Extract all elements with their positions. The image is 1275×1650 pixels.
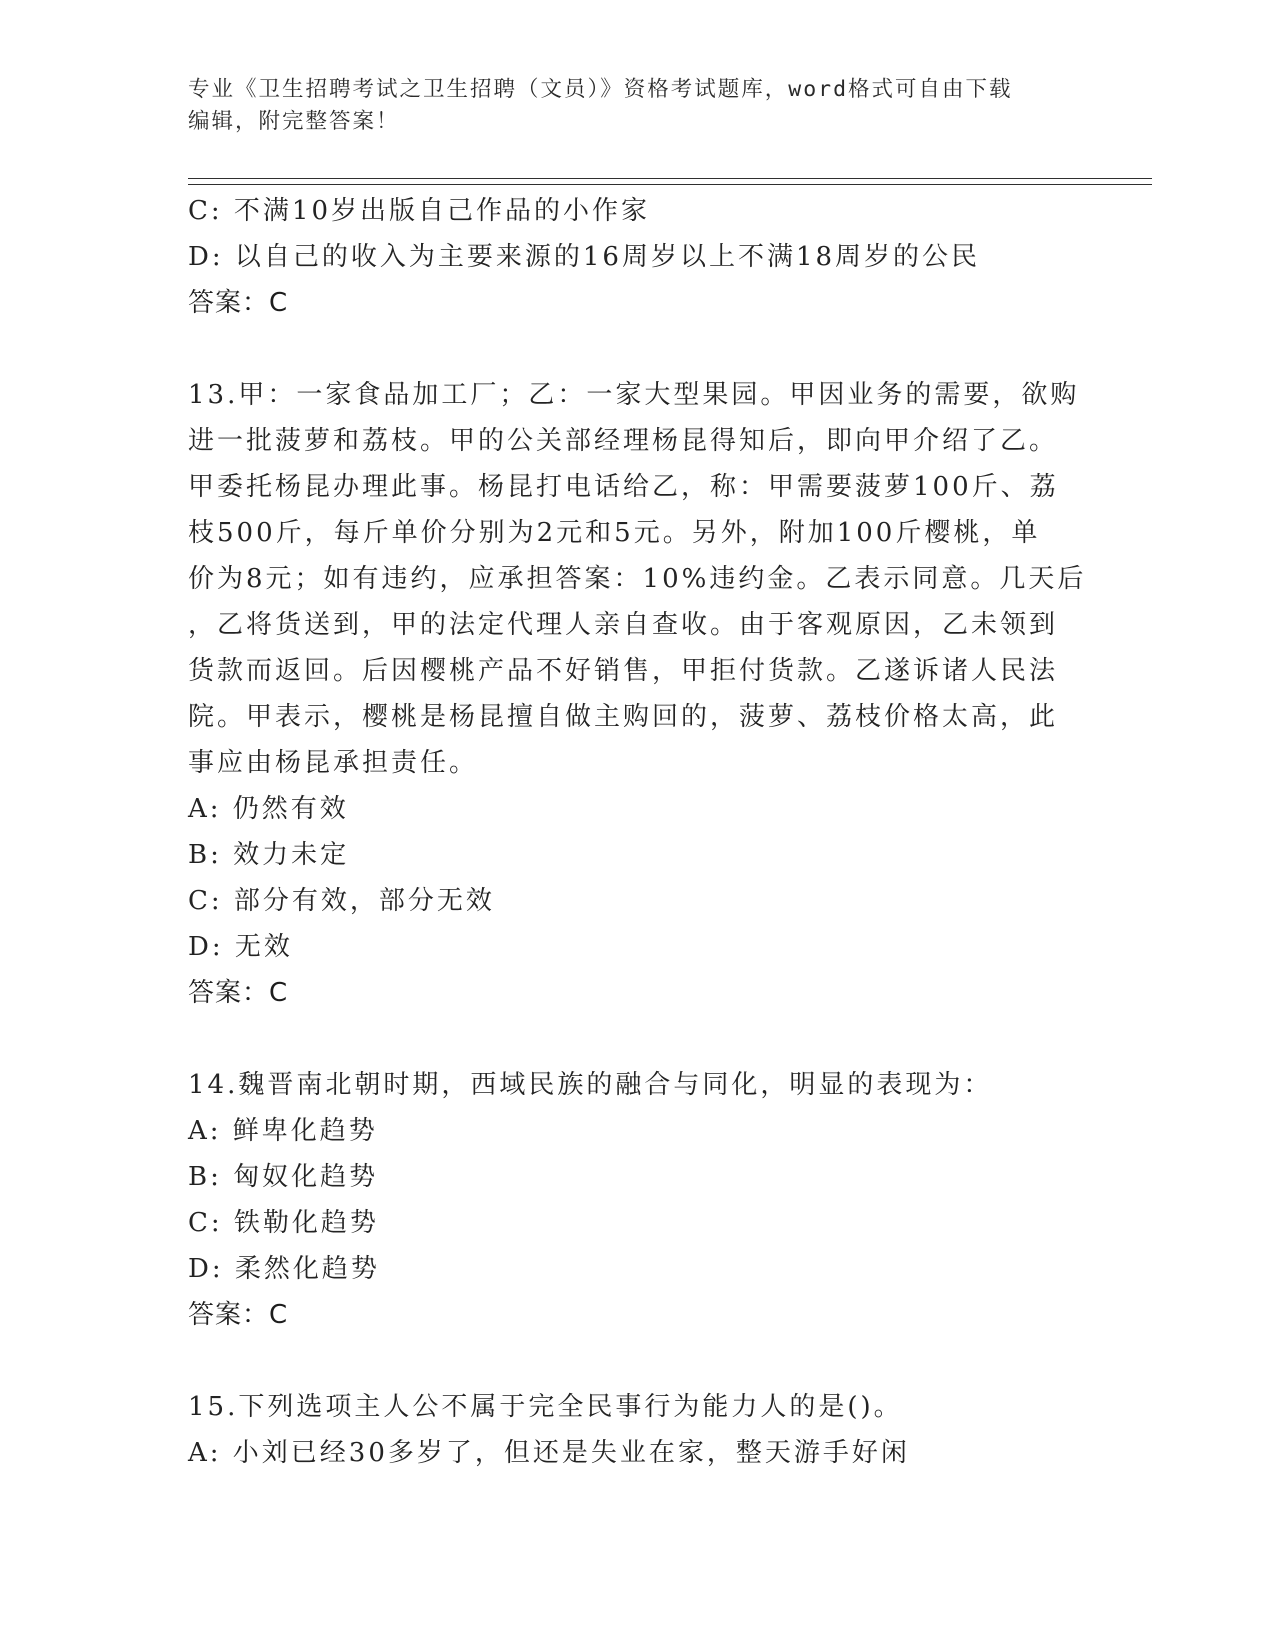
header-divider-bottom — [188, 184, 1152, 185]
header-line-1: 专业《卫生招聘考试之卫生招聘（文员）》资格考试题库，word格式可自由下载 — [188, 77, 1013, 102]
option-b: B: 匈奴化趋势 — [188, 1162, 379, 1192]
question-stem-line: 院。甲表示，樱桃是杨昆擅自做主购回的，菠萝、荔枝价格太高，此 — [188, 702, 1059, 732]
answer-label: 答案：C — [188, 1300, 289, 1330]
question-stem: 15.下列选项主人公不属于完全民事行为能力人的是()。 — [188, 1392, 903, 1422]
answer-label: 答案：C — [188, 978, 289, 1008]
question-stem-line: 13.甲：一家食品加工厂；乙：一家大型果园。甲因业务的需要，欲购 — [188, 380, 1080, 410]
option-d: D: 以自己的收入为主要来源的16周岁以上不满18周岁的公民 — [188, 242, 981, 272]
question-13 — [188, 372, 1088, 1016]
question-stem-line: 枝500斤，每斤单价分别为2元和5元。另外，附加100斤樱桃，单 — [188, 518, 1041, 548]
spacer — [188, 326, 1088, 372]
question-12-tail — [188, 188, 1088, 326]
question-stem-line: ，乙将货送到，甲的法定代理人亲自查收。由于客观原因，乙未领到 — [188, 610, 1059, 640]
question-stem-line: 货款而返回。后因樱桃产品不好销售，甲拒付货款。乙遂诉诸人民法 — [188, 656, 1059, 686]
answer-label: 答案：C — [188, 288, 289, 318]
question-stem: 14.魏晋南北朝时期，西域民族的融合与同化，明显的表现为： — [188, 1070, 993, 1100]
option-c: C: 部分有效，部分无效 — [188, 886, 495, 916]
question-14 — [188, 1062, 1088, 1338]
option-a: A: 仍然有效 — [188, 794, 349, 824]
document-header — [188, 74, 1068, 138]
question-stem-line: 进一批菠萝和荔枝。甲的公关部经理杨昆得知后，即向甲介绍了乙。 — [188, 426, 1059, 456]
spacer — [188, 1338, 1088, 1384]
document-body — [188, 188, 1088, 1476]
option-b: B: 效力未定 — [188, 840, 350, 870]
question-15 — [188, 1384, 1088, 1476]
option-d: D: 无效 — [188, 932, 293, 962]
question-stem-line: 价为8元；如有违约，应承担答案：10%违约金。乙表示同意。几天后 — [188, 564, 1087, 594]
option-d: D: 柔然化趋势 — [188, 1254, 380, 1284]
header-divider-top — [188, 178, 1152, 179]
header-line-2: 编辑，附完整答案！ — [188, 109, 400, 134]
option-c: C: 铁勒化趋势 — [188, 1208, 379, 1238]
option-a: A: 小刘已经30多岁了，但还是失业在家，整天游手好闲 — [188, 1438, 910, 1468]
option-c: C: 不满10岁出版自己作品的小作家 — [188, 196, 651, 226]
question-stem-line: 甲委托杨昆办理此事。杨昆打电话给乙，称：甲需要菠萝100斤、荔 — [188, 472, 1059, 502]
option-a: A: 鲜卑化趋势 — [188, 1116, 378, 1146]
spacer — [188, 1016, 1088, 1062]
question-stem-line: 事应由杨昆承担责任。 — [188, 748, 479, 778]
